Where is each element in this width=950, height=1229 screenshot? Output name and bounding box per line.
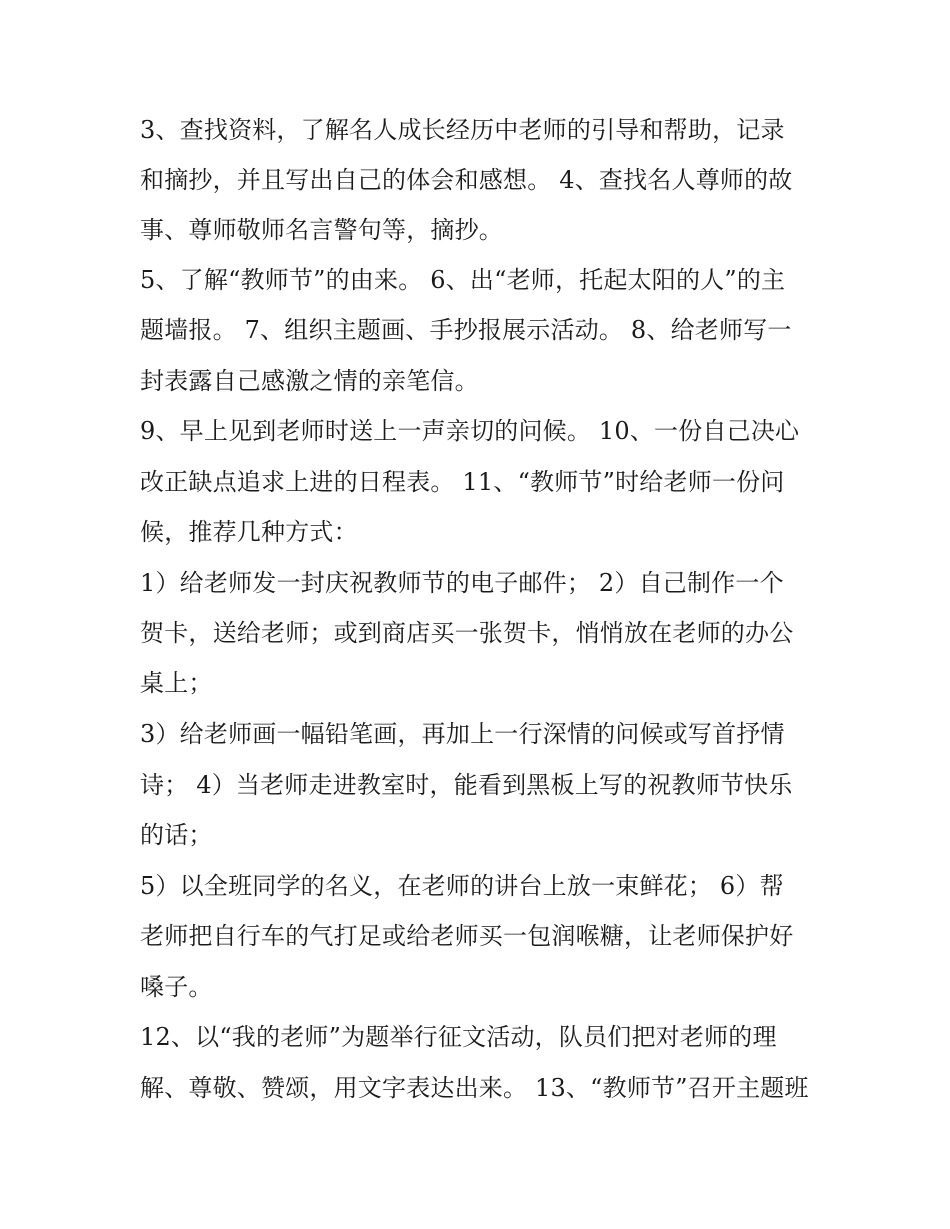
text-line: 候，推荐几种方式：	[140, 518, 358, 546]
text-line: 和摘抄，并且写出自己的体会和感想。 4、查找名人尊师的故	[140, 166, 793, 194]
text-line: 嗓子。	[140, 973, 213, 1001]
text-line: 3）给老师画一幅铅笔画，再加上一行深情的问候或写首抒情	[140, 720, 785, 748]
text-line: 的话；	[140, 821, 213, 849]
text-line: 解、尊敬、赞颂，用文字表达出来。 13、“教师节”召开主题班	[140, 1074, 809, 1102]
text-line: 事、尊师敬师名言警句等，摘抄。	[140, 216, 503, 244]
text-line: 1）给老师发一封庆祝教师节的电子邮件； 2）自己制作一个	[140, 569, 784, 597]
text-line: 9、早上见到老师时送上一声亲切的问候。 10、一份自己决心	[140, 417, 800, 445]
text-line: 贺卡，送给老师；或到商店买一张贺卡，悄悄放在老师的办公	[140, 619, 794, 647]
text-line: 诗； 4）当老师走进教室时，能看到黑板上写的祝教师节快乐	[140, 771, 793, 799]
text-line: 5、了解“教师节”的由来。 6、出“老师，托起太阳的人”的主	[140, 266, 786, 294]
text-line: 封表露自己感激之情的亲笔信。	[140, 367, 479, 395]
text-line: 3、查找资料，了解名人成长经历中老师的引导和帮助，记录	[140, 116, 785, 144]
text-line: 桌上；	[140, 669, 213, 697]
text-line: 老师把自行车的气打足或给老师买一包润喉糖，让老师保护好	[140, 922, 794, 950]
text-line: 题墙报。 7、组织主题画、手抄报展示活动。 8、给老师写一	[140, 316, 792, 344]
text-line: 12、以“我的老师”为题举行征文活动，队员们把对老师的理	[140, 1023, 777, 1051]
text-line: 5）以全班同学的名义，在老师的讲台上放一束鲜花； 6）帮	[140, 872, 784, 900]
text-line: 改正缺点追求上进的日程表。 11、“教师节”时给老师一份问	[140, 468, 785, 496]
